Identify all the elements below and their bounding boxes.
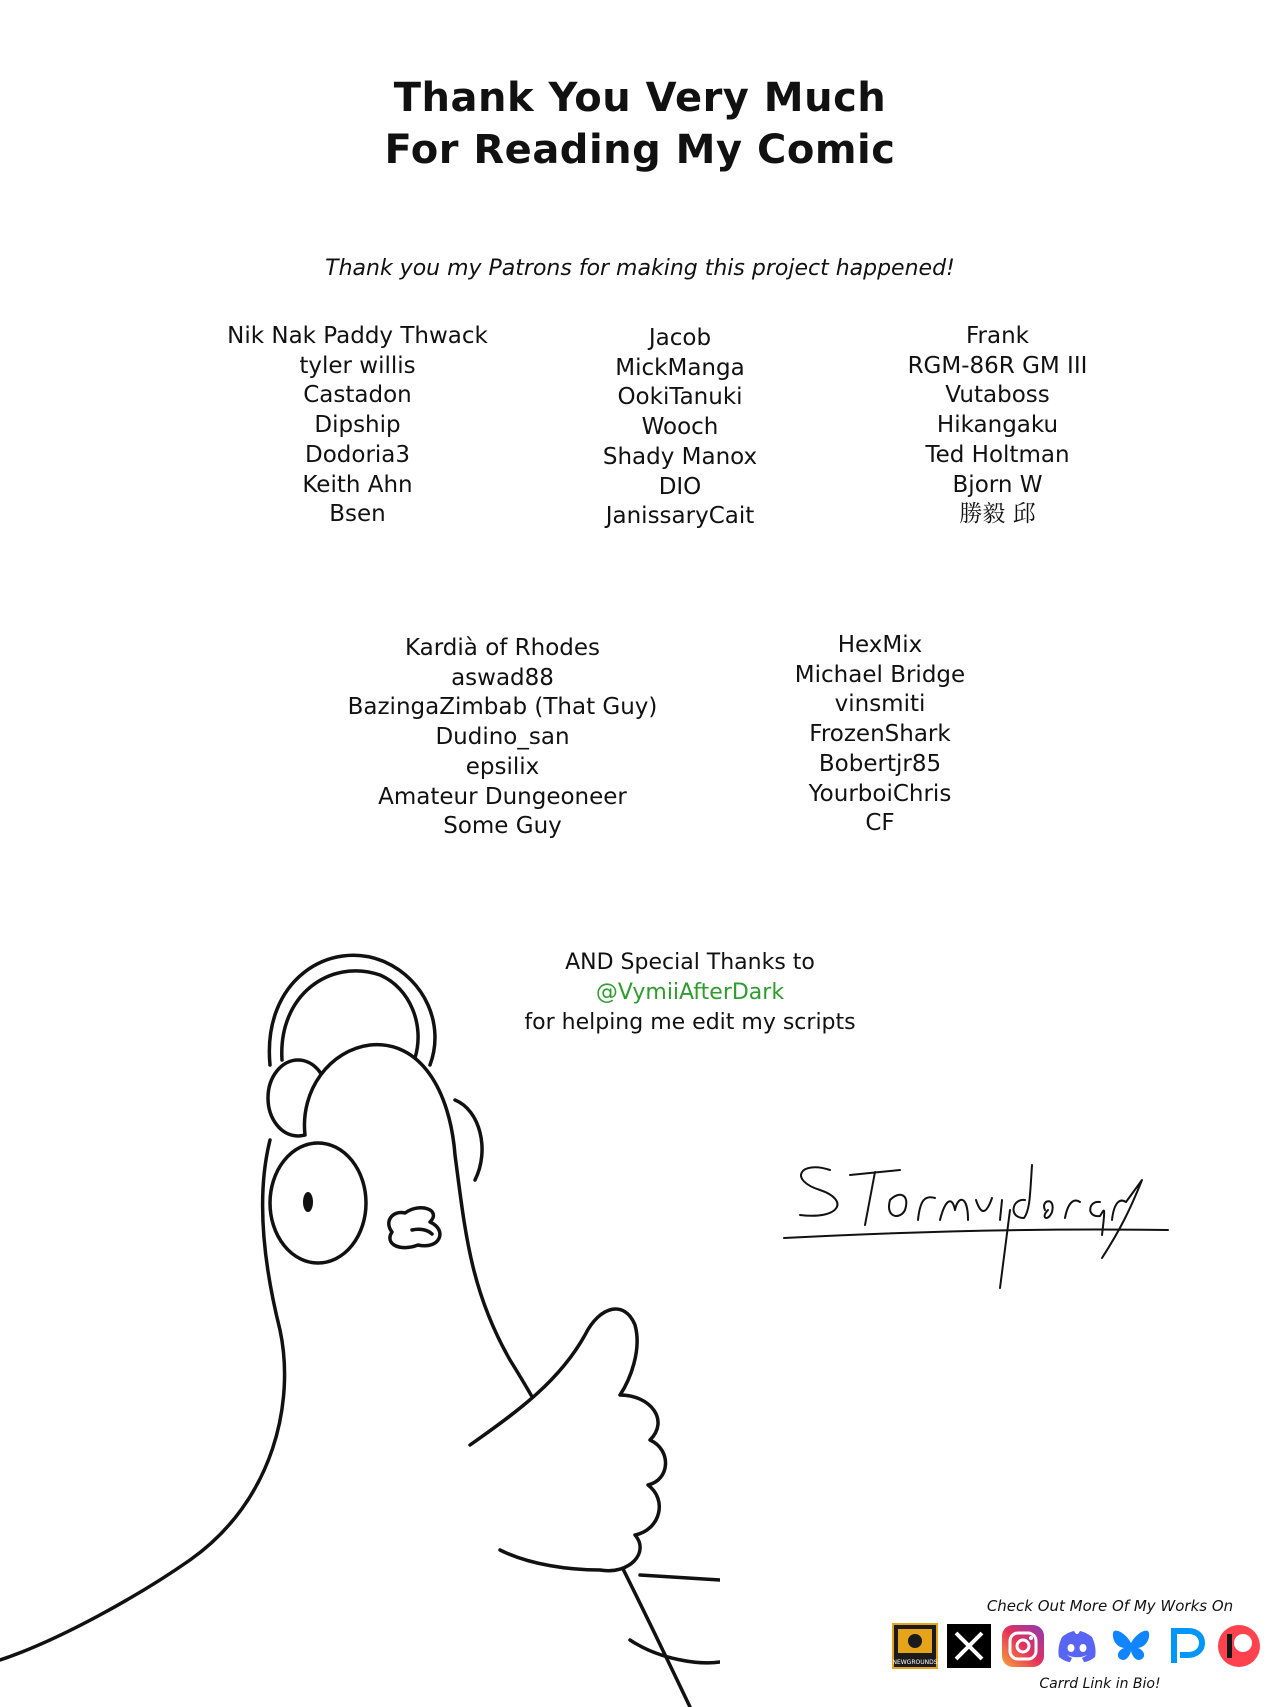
bluesky-icon[interactable] [1108, 1623, 1154, 1669]
newgrounds-icon[interactable] [892, 1623, 938, 1669]
editor-handle-link[interactable]: @VymiiAfterDark [595, 980, 785, 1005]
patron-name: OokiTanuki [617, 384, 743, 411]
patron-name: epsilix [465, 753, 540, 780]
patron-column-d [320, 634, 685, 842]
patron-name: Wooch [641, 414, 719, 441]
page-title [0, 72, 1280, 176]
patron-name: Bjorn W [952, 471, 1043, 498]
discord-icon[interactable] [1054, 1623, 1100, 1669]
patron-name: Bsen [329, 501, 386, 528]
patron-name: HexMix [837, 632, 923, 658]
patron-name: Amateur Dungeoneer [378, 783, 627, 810]
patron-name: Hikangaku [936, 412, 1059, 439]
social-links [892, 1622, 1262, 1670]
patron-name: tyler willis [299, 352, 416, 379]
patron-name: Michael Bridge [794, 661, 966, 688]
x-icon[interactable] [946, 1623, 992, 1669]
patron-name: RGM-86R GM III [907, 352, 1088, 379]
character-illustration [0, 940, 720, 1707]
patron-name: DIO [658, 473, 702, 500]
carrd-note: Carrd Link in Bio! [1039, 1676, 1161, 1692]
patron-name: Keith Ahn [302, 471, 413, 498]
patron-name: Ted Holtman [925, 441, 1070, 468]
patron-column-a [190, 322, 525, 530]
patron-name: 勝毅 邱 [959, 501, 1036, 528]
patron-name: Dodoria3 [304, 441, 411, 468]
patron-column-c [830, 322, 1165, 530]
title-line-2: For Reading My Comic [384, 127, 896, 173]
patron-name: BazingaZimbab (That Guy) [347, 694, 658, 721]
patron-name: Some Guy [443, 813, 562, 840]
patron-name: JanissaryCait [605, 503, 755, 530]
patron-name: Nik Nak Paddy Thwack [227, 323, 488, 349]
special-thanks-line: AND Special Thanks to [565, 950, 815, 975]
patron-name: Frank [965, 323, 1029, 349]
patron-name: YourboiChris [808, 780, 952, 807]
patron-name: Bobertjr85 [818, 750, 942, 777]
title-line-1: Thank You Very Much [393, 75, 887, 121]
patron-name: Vutaboss [945, 382, 1050, 409]
patron-column-b [520, 324, 840, 532]
patreon-icon[interactable] [1216, 1623, 1262, 1669]
patrons-intro: Thank you my Patrons for making this project happened! [325, 256, 955, 281]
special-thanks-line: for helping me edit my scripts [524, 1010, 856, 1035]
patron-name: Kardià of Rhodes [404, 635, 601, 661]
patron-name: Castadon [303, 382, 412, 409]
patron-name: MickManga [615, 354, 745, 381]
promo-header: Check Out More Of My Works On [986, 1597, 1234, 1615]
patron-column-e [730, 631, 1030, 839]
newgrounds-label: NEWGROUNDS [892, 1659, 938, 1666]
instagram-icon[interactable] [1000, 1623, 1046, 1669]
patron-name: vinsmiti [834, 691, 926, 718]
patron-name: Jacob [648, 325, 712, 351]
patron-name: Dipship [314, 412, 401, 439]
patron-name: Shady Manox [602, 443, 758, 470]
patron-name: aswad88 [451, 664, 554, 691]
patron-name: Dudino_san [435, 724, 570, 751]
pixiv-icon[interactable] [1162, 1623, 1208, 1669]
patron-name: CF [865, 810, 895, 837]
patron-name: FrozenShark [809, 721, 951, 748]
artist-signature [780, 1140, 1170, 1290]
